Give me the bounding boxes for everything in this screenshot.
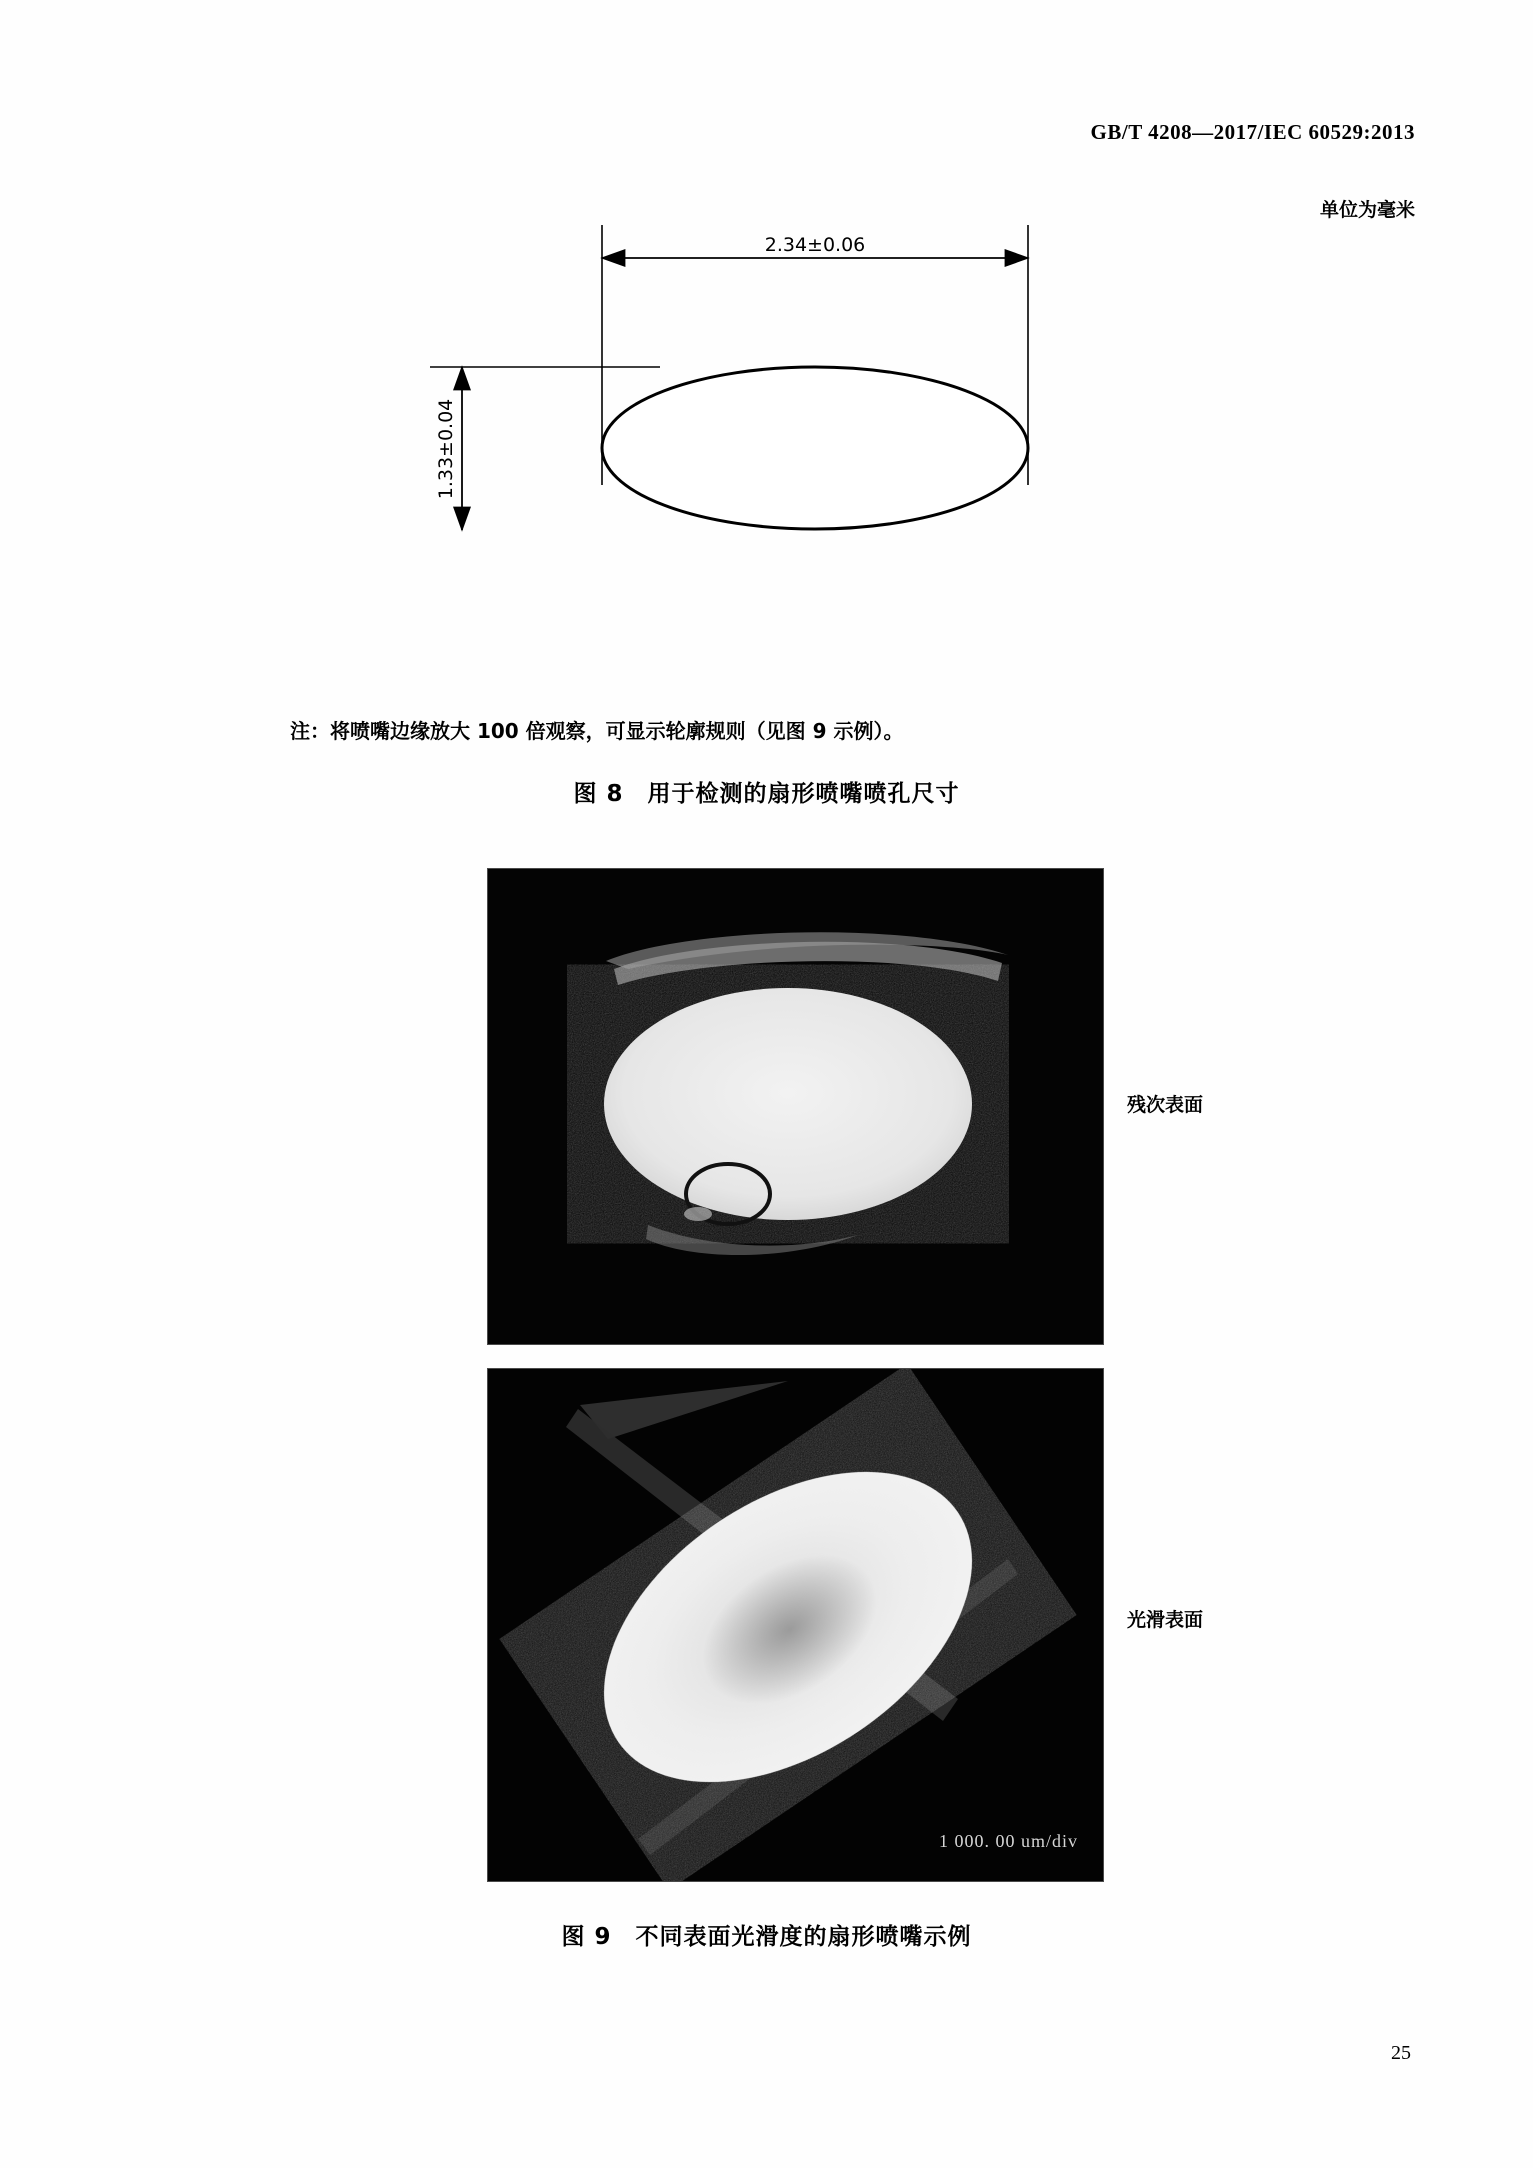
photo-smooth-scale: 1 000. 00 um/div [938, 1831, 1078, 1851]
photo-defective-label: 残次表面 [1127, 1094, 1204, 1116]
photo-defective-surface [487, 868, 1104, 1345]
photo-smooth-surface [487, 1368, 1104, 1882]
standard-reference-header: GB/T 4208—2017/IEC 60529:2013 [1090, 120, 1415, 144]
figure-8-note: 注：将喷嘴边缘放大 100 倍观察，可显示轮廓规则（见图 9 示例）。 [290, 719, 904, 743]
figure-8-drawing [430, 225, 1230, 685]
page-number: 25 [1391, 2042, 1411, 2064]
fig8-horizontal-dim-text: 2.34±0.06 [764, 234, 866, 256]
figure-9-caption: 图 9 不同表面光滑度的扇形喷嘴示例 [561, 1924, 972, 1950]
photo-smooth-label: 光滑表面 [1127, 1609, 1204, 1631]
figure-8-caption: 图 8 用于检测的扇形喷嘴喷孔尺寸 [573, 781, 960, 807]
fig8-vertical-dim-text: 1.33±0.04 [435, 398, 457, 500]
unit-note: 单位为毫米 [1319, 199, 1415, 221]
